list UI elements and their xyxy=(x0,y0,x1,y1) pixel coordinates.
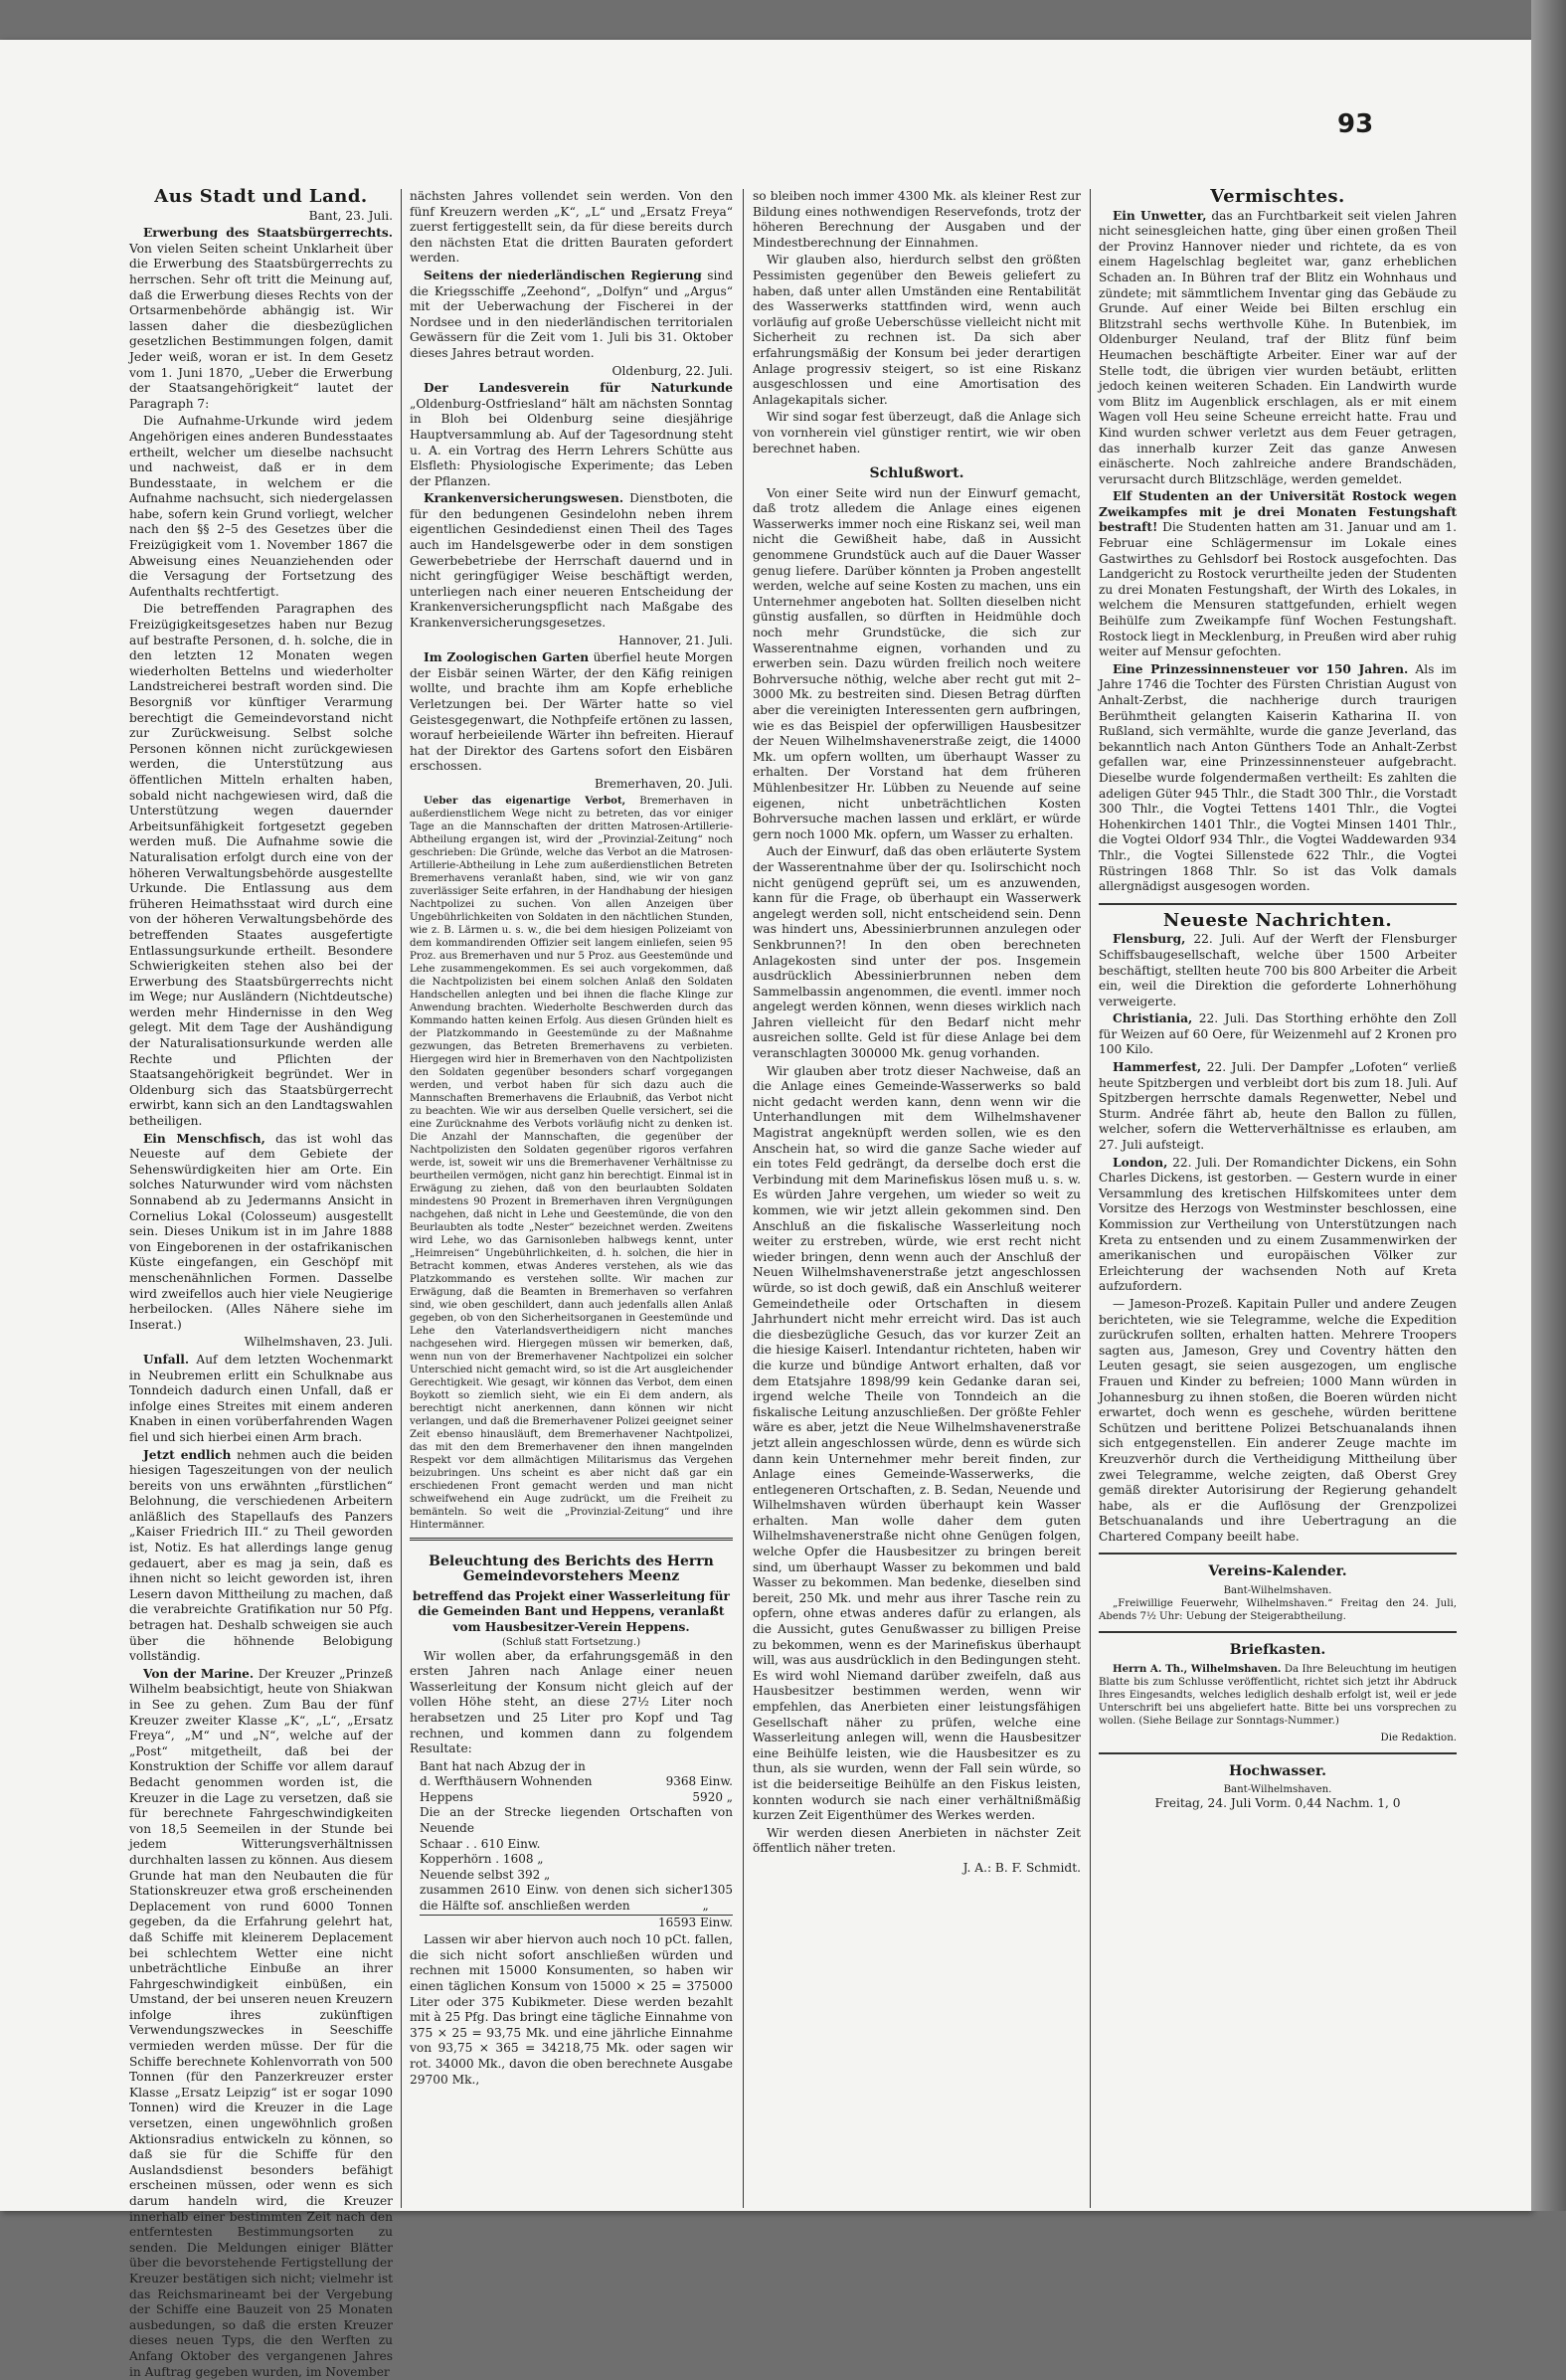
population-table xyxy=(420,1759,733,1931)
article-prinzessinnensteuer: Eine Prinzessinnensteuer vor 150 Jahren. Als im Jahre 1746 die Tochter des Fürsten Christian August von Anhalt-Zerbst, die nachherige durch traurigen Berühmtheit gelangten Kaiserin Katharina II. von Rußland, sich vermählte, wurde die ganze Jeverland, das bekanntlich nach Anton Günthers Tode an Anhalt-Zerbst gefallen war, eine Prinzessinnensteuer aufgebracht. Dieselbe wurde folgendermaßen vertheilt: Es zahlten die adeligen Güter 945 Thlr., die Stadt 300 Thlr., die Vorstadt 300 Thlr., die Vogtei Tettens 1401 Thlr., die Vogtei Hohenkirchen 1401 Thlr., die Vogtei Minsen 1401 Thlr., die Vogtei Oldorf 934 Thlr., die Vogtei Waddewarden 934 Thlr., die Vogtei Sillenstede 622 Thlr., die Vogtei Rüstringen 1868 Thlr. So ist das Volk damals allergnädigst ausgesogen worden. xyxy=(1099,661,1457,894)
section-title-neueste-nachrichten: Neueste Nachrichten. xyxy=(1162,909,1393,931)
column-divider xyxy=(743,189,744,2208)
dateline-bremerhaven: Bremerhaven, 20. Juli. xyxy=(594,776,733,791)
divider xyxy=(1099,1752,1457,1754)
column-4 xyxy=(1099,186,1458,2208)
article-zoologischer-garten: Im Zoologischen Garten überfiel heute Morgen der Eisbär seinen Wärter, der den Käfig reinigen wollte, und brachte ihm am Kopfe erhebliche Verletzungen bei. Der Wärter hatte so viel Geistesgegenwart, die Nothpfeife ertönen zu lassen, worauf herbeieilende Wärter ihn befreiten. Hierauf hat der Direktor des Gartens sofort den Eisbären erschossen. xyxy=(410,650,733,774)
article-paragraph: Wir glauben aber trotz dieser Nachweise, daß an die Anlage eines Gemeinde-Wasserwerks so bald nicht gedacht werden kann, denn wenn wir die Unterhandlungen mit dem Wilhelmshavener Magistrat angeknüpft werden sollen, wie es den Anschein hat, so wird die ganze Sache wieder auf ein totes Feld gedrängt, da derselbe doch erst die Verbindung mit dem Marinefiskus lösen muß u. s. w. Es würden Jahre vergehen, um wieder so weit zu kommen, wie wir jetzt allein gekommen sind. Den Anschluß an die fiskalische Wasserleitung noch weiter zu erstreben, würde, wie erst recht nicht wieder bringen, denn wenn auch der Anschluß der Neuen Wilhelmshavenerstraße jetzt angeschlossen würde, so ist doch gewiß, daß ein Anschluß weiterer Gemeindetheile oder Ortschaften in diesem Jahrhundert nicht mehr erreicht wird. Das ist auch die diesbezügliche Gesuch, das vor kurzer Zeit an die hiesige Kaiserl. Intendantur richteten, haben wir die kurze und bündige Antwort erhalten, daß vor dem Etatsjahre 1898/99 kein Gedanke daran sei, irgend welche Theile von Tonndeich an die fiskalische Leitung anzuschließen. Der größte Fehler wäre es aber, jetzt die Neue Wilhelmshavenerstraße jetzt allein angeschlossen würde, denn es würde sich dann kein Unternehmer mehr bereit finden, zur Anlage eines Gemeinde-Wasserwerks, die entlegeneren Ortschaften, z. B. Sedan, Neuende und Wilhelmshaven würden überhaupt kein Wasser erhalten. Man wolle daher dem guten Wilhelmshavenerstraße nicht ohne Genügen folgen, welche Opfer die Hausbesitzer zu bringen bereit sind, um überhaupt Wasser zu bekommen und bald Wasser zu bekommen. Man bedenke, dieselben sind bereit, 250 Mk. und mehr aus ihrer Tasche rein zu opfern, ohne etwas anderes dafür zu erlangen, als die Aussicht, gutes Genußwasser zu billigen Preise zu bekommen, wenn es der Marinefiskus überhaupt will, was aus ausdrücklich in den Bedingungen steht. Es wird wohl Niemand darüber zweifeln, daß aus Hausbesitzer bestimmen werden, wenn wir empfehlen, das Anerbieten einer leistungsfähigen Gesellschaft näher zu prüfen, welche eine Wasserleitung anlegen will, wenn die Hausbesitzer eine Beihülfe leisten, wie die Hausbesitzer es zu thun, als sie wurden, wenn der Fall sein würde, so ist die beiderseitige Beihülfe an den Fiskus leisten, konnten wodurch sie nach einer verhältnißmäßig kurzen Zeit Eigenthümer des Werkes werden. xyxy=(753,1063,1081,1823)
divider xyxy=(1099,1631,1457,1633)
signature: J. A.: B. F. Schmidt. xyxy=(962,1860,1081,1875)
article-landesverein: Der Landesverein für Naturkunde „Oldenburg-Ostfriesland“ hält am nächsten Sonntag in Bloh bei Oldenburg seine diesjährige Hauptversammlung ab. Auf der Tagesordnung steht u. A. ein Vortrag des Herrn Lehrers Schütte aus Elsfleth: Physiologische Experimente; das Leben der Pflanzen. xyxy=(410,381,733,488)
table-row: 16593 Einw. xyxy=(420,1915,733,1931)
section-schlusswort: Schlußwort. xyxy=(869,465,964,482)
article-paragraph: so bleiben noch immer 4300 Mk. als kleiner Rest zur Bildung eines nothwendigen Reservefonds, trotz der höheren Berechnung der Ausgaben und der Mindestberechnung der Einnahmen. xyxy=(753,189,1081,250)
article-jetzt-endlich: Jetzt endlich nehmen auch die beiden hiesigen Tageszeitungen von der neulich bereits von uns erwähnten „fürstlichen“ Belohnung, die verschiedenen Arbeitern anläßlich des Stapellaufs des Panzers „Kaiser Friedrich III.“ zu Theil geworden ist, Notiz. Es hat allerdings lange genug gedauert, aber es mag ja sein, daß es ihnen nicht so leicht geworden ist, ihren Lesern davon Mittheilung zu machen, daß die verabreichte Gratifikation nur 50 Pfg. betragen hat. Deshalb schweigen sie auch über die höhnende Belobigung vollständig. xyxy=(129,1447,394,1664)
briefkasten-text: Herrn A. Th., Wilhelmshaven. Da Ihre Beleuchtung im heutigen Blatte bis zum Schlusse veröffentlicht, richtet sich jetzt ihr Abdruck Ihres Eingesandts, welches lediglich deshalb erfolgt ist, weil er jede Unterschrift bei uns abgeliefert hatte. Bitte bei uns vorsprechen zu wollen. (Siehe Beilage zur Sonntags-Nummer.) xyxy=(1099,1662,1457,1727)
article-paragraph: Die betreffenden Paragraphen des Freizügigkeitsgesetzes haben nur Bezug auf bestrafte Personen, d. h. solche, die in den letzten 12 Monaten wegen wiederholten Bettelns und wiederholter Landstreicherei bestraft worden sind. Die Besorgniß vor künftiger Verarmung berechtigt die Gemeindevorstand nicht zur Zurückweisung. Selbst solche Personen können nicht zurückgewiesen werden, die Unterstützung aus öffentlichen Mitteln erhalten haben, sobald nicht nachgewiesen wird, daß die Unterstützung wegen dauernder Arbeitsunfähigkeit fortgesetzt gegeben werden muß. Die Aufnahme sowie die Naturalisation erfolgt durch eine von der höheren Verwaltungsbehörde ausgestellte Urkunde. Die Entlassung aus dem früheren Heimathsstaat wird durch eine von der höheren Verwaltungsbehörde des betreffenden Staates ausgefertigte Entlassungsurkunde ertheilt. Besondere Schwierigkeiten stehen also bei der Erwerbung des Staatsbürgerrechts nicht im Wege; nur Ausländern (Nichtdeutsche) werden mehr Hindernisse in den Weg gelegt. Mit dem Tage der Aushändigung der Naturalisationsurkunde werden alle Rechte und Pflichten der Staatsangehörigkeit begründet. Wer in Oldenburg sich das Staatsbürgerrecht erwirbt, kann sich an den Landtagswahlen betheiligen. xyxy=(129,602,393,1129)
table-row: Kopperhörn . 1608 „ xyxy=(420,1852,544,1867)
divider xyxy=(1099,1553,1457,1555)
article-paragraph: Wir sind sogar fest überzeugt, daß die Anlage sich von vornherein viel günstiger rentirt, wie wir oben berechnet haben. xyxy=(753,410,1081,456)
section-title-aus-stadt-und-land: Aus Stadt und Land. xyxy=(154,186,368,207)
article-marine-continued: nächsten Jahres vollendet sein werden. Von den fünf Kreuzern werden „K“, „L“ und „Ersatz Freya“ zuerst fertiggestellt sein, da für diese bereits durch den nächsten Etat die dritten Bauraten gefordert werden. xyxy=(410,189,733,266)
news-flensburg: Flensburg, 22. Juli. Auf der Werft der Flensburger Schiffsbaugesellschaft, welche über 1500 Arbeiter beschäftigt, stellten heute 700 bis 800 Arbeiter die Arbeit ein, weil die Direktion die geforderte Lohnerhöhung verweigerte. xyxy=(1099,932,1457,1008)
article-paragraph: Wir glauben also, hierdurch selbst den größten Pessimisten gegenüber den Beweis geliefert zu haben, daß unter allen Umständen eine Rentabilität des Wasserwerks stattfinden wird, wenn auch vorläufig auf große Ueberschüsse vielleicht nicht mit Sicherheit zu rechnen ist. Da sich aber erfahrungsmäßig der Konsum bei jeder derartigen Anlage progressiv steigert, so ist eine Riskanz ausgeschlossen und eine Amortisation des Anlagekapitals sicher. xyxy=(753,253,1081,407)
feature-note: (Schluß statt Fortsetzung.) xyxy=(501,1636,641,1648)
table-row: Die an der Strecke liegenden Ortschaften von Neuende xyxy=(420,1805,733,1836)
article-paragraph: Die Aufnahme-Urkunde wird jedem Angehörigen eines anderen Bundesstaates ertheilt, welcher um dieselbe nachsucht und nachweist, daß er in dem Bundesstaate, in welchem er die Aufnahme nachsucht, sich niedergelassen habe, sofern kein Grund vorliegt, welcher nach den §§ 2–5 des Gesetzes über die Freizügigkeit vom 1. November 1867 die Abweisung eines Neuanziehenden oder die Versagung der Fortsetzung des Aufenthalts rechtfertigt. xyxy=(129,414,393,599)
news-jameson: — Jameson-Prozeß. Kapitain Puller und andere Zeugen berichteten, wie sie Telegramme, welche die Expedition zurückrufen sollten, erhalten hatten. Mehrere Troopers sagten aus, Jameson, Grey und Coventry hätten den Leuten gesagt, sie seien ausgezogen, um englische Frauen und Kinder zu befreien; 1000 Mann würden in Johannesburg zu ihnen stoßen, die Boeren würden nicht erwartet, doch wenn es geschehe, würden berittene Schützen und berittene Polizei Betschuanalands ihnen sich entgegenstellen. Ein anderer Zeuge machte im Kreuzverhör durch die Vertheidigung Mittheilung über zwei Telegramme, welche zeigten, daß Oberst Grey gemäß direkter Autorisirung der Regierung gehandelt habe, als er die Auflösung der Grenzpolizei Betschuanalands und ihre Uebertragung an die Chartered Company beeilt habe. xyxy=(1099,1296,1457,1544)
article-studenten: Elf Studenten an der Universität Rostock wegen Zweikampfes mit je drei Monaten Festungshaft bestraft! Die Studenten hatten am 31. Januar und am 1. Februar eine Schlägermensur im Lokale eines Gastwirthes zu Gehlsdorf bei Rostock ausgefochten. Das Landgericht zu Rostock verurtheilte jeden der Studenten zu drei Monaten Festungshaft, der Wirth des Lokales, in welchem die Mensuren stattgefunden, erhielt wegen Beihülfe zum Zweikampfe fünf Wochen Festungshaft. Rostock liegt in Mecklenburg, in Preußen wird aber ruhig weiter auf Mensur gefochten. xyxy=(1099,489,1457,659)
hochwasser-text: Freitag, 24. Juli Vorm. 0,44 Nachm. 1, 0 xyxy=(1154,1796,1401,1811)
column-3 xyxy=(753,189,1081,2208)
divider xyxy=(1099,903,1457,905)
news-london: London, 22. Juli. Der Romandichter Dickens, ein Sohn Charles Dickens, ist gestorben. — Gestern wurde in einer Versammlung des kretischen Hilfskomitees unter dem Vorsitze des Herzogs von Westminster beschlossen, eine Kommission zur Vertheilung von Unterstützungen nach Kreta zu entsenden und zu einem Zusammenwirken der amerikanischen und europäischen Völker zur Erleichterung der wachsenden Noth auf Kreta aufzufordern. xyxy=(1099,1155,1458,1294)
article-paragraph: Auch der Einwurf, daß das oben erläuterte System der Wasserentnahme über der qu. Isolirschicht noch nicht genügend geprüft sei, um es anzuwenden, kann für die Frage, ob überhaupt ein Wasserwerk angelegt werden soll, nicht entscheidend sein. Denn was hindert uns, Abessinierbrunnen anzulegen oder Senkbrunnen?! In den oben berechneten Anlagekosten sind unter der pos. Insgemein ausdrücklich Abessinierbrunnen neben dem Sammelbassin angenommen, die eventl. immer noch angelegt werden können, wenn dieses wirklich nach Jahren vielleicht für den Bedarf nicht mehr ausreichen sollte. Geld ist für diese Anlage bei dem veranschlagten 300000 Mk. genug vorhanden. xyxy=(753,844,1081,1061)
article-niederlaendische-regierung: Seitens der niederländischen Regierung sind die Kriegsschiffe „Zeehond“, „Dolfyn“ und „Argus“ mit der Ueberwachung der Fischerei in der Nordsee und in den niederländischen territorialen Gewässern für die Zeit vom 1. Juli bis 31. Oktober dieses Jahres betraut worden. xyxy=(410,268,733,360)
column-1 xyxy=(129,186,394,2379)
article-marine: Von der Marine. Der Kreuzer „Prinzeß Wilhelm beabsichtigt, heute von Shiakwan in See zu gehen. Zum Bau der fünf Kreuzer zweiter Klasse „K“, „L“, „Ersatz Freya“, „M“ und „N“, welche auf der „Post“ mitgetheilt, daß bei der Konstruktion der Schiffe vor allem darauf Bedacht genommen worden ist, die Kreuzer in die Lage zu versetzen, daß sie für berechnete Fahrgeschwindigkeiten von 18,5 Seemeilen in der Stunde bei jedem Witterungsverhältnissen durchhalten lassen zu können. Aus diesem Grunde hat man den Neubauten die für Stationskreuzer etwa groß erscheinenden Deplacement von rund 6000 Tonnen gegeben, da die Erfahrung gelehrt hat, daß Schiffe mit kleinerem Deplacement bei schlechtem Wetter eine nicht unbeträchtliche Einbuße an ihrer Fahrgeschwindigkeit einbüßen, ein Umstand, der bei unseren neuen Kreuzern infolge ihres zukünftigen Verwendungszweckes in Seeschiffe vermieden werden müsse. Der für die Schiffe berechnete Kohlenvorrath von 500 Tonnen (für den Panzerkreuzer erster Klasse „Ersatz Leipzig“ ist er sogar 1090 Tonnen) wird die Kreuzer in die Lage versetzen, einen ungewöhnlich großen Aktionsradius entwickeln zu können, so daß sie für die Schiffe für den Auslandsdienst besonders befähigt erscheinen müssen, oder wenn es sich darum handeln wird, die Kreuzer innerhalb einer bestimmten Zeit nach den entferntesten Bestimmungsorten zu senden. Die Meldungen einiger Blätter über die bevorstehende Fertigstellung der Kreuzer bestätigen sich nicht; vielmehr ist das Reichsmarineamt bei der Vergebung der Schiffe eine Bauzeit von 25 Monaten ausbedungen, so daß die ersten Kreuzer dieses neuen Typs, die den Werften zu Anfang Oktober des vergangenen Jahres in Auftrag gegeben wurden, im November xyxy=(129,1666,393,2379)
table-row: Schaar . . 610 Einw. xyxy=(420,1836,541,1851)
vereins-kalender-sub: Bant-Wilhelmshaven. xyxy=(1223,1585,1332,1597)
hochwasser-sub: Bant-Wilhelmshaven. xyxy=(1223,1784,1332,1796)
section-hochwasser: Hochwasser. xyxy=(1228,1762,1327,1779)
feature-subtitle: betreffend das Projekt einer Wasserleitung für die Gemeinden Bant und Heppens, veranlaßt vom Hausbesitzer-Verein Heppens. xyxy=(413,1588,730,1634)
article-paragraph: Wir wollen aber, da erfahrungsgemäß in den ersten Jahren nach Anlage einer neuen Wasserleitung der Konsum nicht gleich auf der vollen Höhe steht, an diese 27½ Liter noch herabsetzen und 25 Liter pro Kopf und Tag rechnen, und kommen dann zu folgendem Resultate: xyxy=(410,1648,733,1756)
feature-box-wasserleitung xyxy=(410,1538,733,1649)
dateline-hannover: Hannover, 21. Juli. xyxy=(618,633,733,647)
vereins-kalender-text: „Freiwillige Feuerwehr, Wilhelmshaven.“ Freitag den 24. Juli, Abends 7½ Uhr: Uebung der Steigerabtheilung. xyxy=(1099,1598,1457,1623)
article-staatsbuergerrecht: Erwerbung des Staatsbürgerrechts. Von vielen Seiten scheint Unklarheit über die Erwerbung des Staatsbürgerrechts zu herrschen. Sehr oft tritt die Meinung auf, daß die Erwerbung dieses Rechts von der Ortsarmenbehörde abhängig ist. Wir lassen daher die diesbezüglichen gesetzlichen Bestimmungen folgen, damit Jeder weiß, woran er ist. In dem Gesetz vom 1. Juni 1870, „Ueber die Erwerbung der Staatsangehörigkeit“ lautet der Paragraph 7: xyxy=(129,226,393,411)
table-row: Heppens 5920 „ xyxy=(420,1789,733,1804)
dateline-wilhelmshaven: Wilhelmshaven, 23. Juli. xyxy=(244,1335,393,1350)
briefkasten-signature: Die Redaktion. xyxy=(1380,1732,1457,1743)
page-number: 93 xyxy=(1337,109,1374,139)
column-2 xyxy=(410,189,733,2208)
section-briefkasten: Briefkasten. xyxy=(1229,1642,1326,1659)
article-unfall: Unfall. Auf dem letzten Wochenmarkt in Neubremen erlitt ein Schulknabe aus Tonndeich dadurch einen Unfall, daß er infolge eines Streites mit einem anderen Knaben in einen vorüberfahrenden Wagen fiel und sich hierbei einen Arm brach. xyxy=(129,1352,394,1444)
article-krankenversicherung: Krankenversicherungswesen. Dienstboten, die für den bedungenen Gesindelohn neben ihrem eigentlichen Gesindedienst einen Theil des Tages auch im Handelsgewerbe oder in dem sonstigen Gewerbebetriebe der Herrschaft dauernd und in nicht geringfügiger Weise beschäftigt werden, unterliegen nach einer neueren Entscheidung der Krankenversicherungspflicht nach Maßgabe des Krankenversicherungsgesetzes. xyxy=(410,491,733,631)
section-title-vermischtes: Vermischtes. xyxy=(1210,186,1345,207)
table-row: Neuende selbst 392 „ xyxy=(420,1867,551,1882)
section-vereins-kalender: Vereins-Kalender. xyxy=(1208,1563,1347,1580)
news-hammerfest: Hammerfest, 22. Juli. Der Dampfer „Lofoten“ verließ heute Spitzbergen und verbleibt dort bis zum 18. Juli. Auf Spitzbergen herrschte damals Regenwetter, Nebel und Sturm. Andrée fährt ab, heute den Ballon zu füllen, welcher, sofern die Wetterverhältnisse es erlauben, am 27. Juli aufsteigt. xyxy=(1099,1060,1457,1153)
article-menschfisch: Ein Menschfisch, das ist wohl das Neueste auf dem Gebiete der Sehenswürdigkeiten hier am Orte. Ein solches Naturwunder wird vom nächsten Sonnabend ab zu Jedermanns Ansicht in Cornelius Lokal (Colosseum) ausgestellt sein. Dieses Unikum ist in im Jahre 1888 von Eingeborenen in der ostafrikanischen Küste eingefangen, ein Geschöpf mit menschenähnlichen Formen. Dasselbe wird zweifellos auch hier viele Neugierige herbeilocken. (Alles Nähere siehe im Inserat.) xyxy=(129,1131,393,1332)
dateline-bant: Bant, 23. Juli. xyxy=(308,208,393,223)
news-christiania: Christiania, 22. Juli. Das Storthing erhöhte den Zoll für Weizen auf 60 Oere, für Weizenmehl auf 2 Kronen pro 100 Kilo. xyxy=(1099,1011,1458,1057)
dateline-oldenburg: Oldenburg, 22. Juli. xyxy=(611,363,733,378)
column-divider xyxy=(401,189,402,2208)
table-row: Bant hat nach Abzug der in xyxy=(420,1758,586,1773)
article-verbot: Ueber das eigenartige Verbot, Bremerhaven in außerdienstlichem Wege nicht zu betreten, das vor einiger Tage an die Mannschaften der dritten Matrosen-Artillerie-Abtheilung ergangen ist, wird der „Provinzial-Zeitung“ noch geschrieben: Die Gründe, welche das Verbot an die Matrosen-Artillerie-Abtheilung in Lehe zum außerdienstlichen Betreten Bremerhavens veranlaßt haben, sind, wie wir von ganz zuverlässiger Seite erfahren, in der Handhabung der hiesigen Nachtpolizei zu suchen. Von allen Anzeigen über Ungebührlichkeiten von Soldaten in den nächtlichen Stunden, wie z. B. Lärmen u. s. w., die bei dem hiesigen Polizeiamt von dem kommandirenden Offizier seit langem einliefen, seien 95 Proz. aus Bremerhaven und nur 5 Proz. aus Geestemünde und Lehe zusammengekommen. Es sei auch vorgekommen, daß die Nachtpolizisten bei einem solchen Anlaß den Soldaten Handschellen anlegten und bei ihnen die flache Klinge zur Anwendung brachten. Wiederholte Beschwerden durch das Kommando hatten keinen Erfolg. Aus diesen Gründen hielt es der Platzkommando in Geestemünde zu der Maßnahme gezwungen, das Betreten Bremerhavens zu verbieten. Hiergegen wird hier in Bremerhaven von den Nachtpolizisten den Soldaten gegenüber besonders scharf vorgegangen werden, und verbot haben für sich dazu auch die Mannschaften Bremerhavens die Erlaubniß, das Verbot nicht zu beachten. Wie wir aus derselben Quelle versichert, sei die eine Zurücknahme des Verbots vorläufig nicht zu denken ist. Die Anzahl der Mannschaften, die gegenüber der Nachtpolizisten den Soldaten gegenüber rigoros verfahren werde, ist, soweit wir uns die Bremerhavener Verhältnisse zu beurtheilen vermögen, nicht ganz hin berechtigt. Einmal ist in Erwägung zu ziehen, daß von den beurlaubten Soldaten mindestens 90 Prozent in Bremerhaven ihren Vergnügungen nachgehen, daß nicht in Lehe und Geestemünde, die von den Beurlaubten als todte „Nester“ bezeichnet werden. Zweitens wird Lehe, wo das Garnisonleben halbwegs kennt, unter „Heimreisen“ Ungebührlichkeiten, d. h. solchen, die hier in Betracht kommen, etwas Anderes verstehen, als wie das Platzkommando es verstehen sollte. Wir machen zur Erwägung, daß die Beamten in Bremerhaven so verfahren sind, wie oben geschildert, dann auch jedenfalls allen Anlaß gegeben, ob von den Sicherheitsorganen in Geestemünde und Lehe den Vaterlandsvertheidigern nicht manches nachgesehen wird. Hiergegen müssen wir bemerken, daß, wenn nun von der Bremerhavener Nachtpolizei ein solcher Unterschied nicht gemacht wird, so ist die Art ausgleichender Gerechtigkeit. Wie gesagt, wir können das Verbot, dem einen Boykott so ziemlich sieht, wie ein Ei dem andern, als berechtigt nicht anerkennen, dann können wir nicht verlangen, und daß die Bremerhavener Polizei geeignet seiner Zeit ebenso hinausläuft, dem Bremerhavener Nachtpolizei, das mit den dem Bremerhavener den ihnen mangelnden Respekt vor dem allmächtigen Militarismus das Vergehen beizubringen. Uns scheint es aber nicht daß gar ein erschiedenen Front gemacht werden und man nicht schweifwehend ein Auge zudrückt, um die Freiheit zu bemänteln. So weit die „Provinzial-Zeitung“ und ihre Hintermänner. xyxy=(410,794,733,1531)
article-paragraph: Wir werden diesen Anerbieten in nächster Zeit öffentlich näher treten. xyxy=(753,1825,1081,1856)
article-paragraph: Von einer Seite wird nun der Einwurf gemacht, daß trotz alledem die Anlage eines eigenen Wasserwerks immer noch eine Riskanz sei, weil man nicht die Gewißheit habe, daß in Aussicht genommene Grundstück auch auf die Dauer Wasser genug liefere. Darüber könnten ja Proben angestellt werden, welche auf seine Kosten zu machen, uns ein Unternehmer angeboten hat. Sollten dieselben nicht günstig ausfallen, so dürften in Heidmühle doch noch mehr Grundstücke, die sich zur Wasserentnahme eignen, vorhanden und zu erwerben sein. Dazu würden freilich noch weitere Bohrversuche nöthig, welche aber recht gut mit 2–3000 Mk. zu bestreiten sind. Diesen Betrag dürften aber die vereinigten Interessenten gern aufbringen, wie es das Beispiel der opferwilligen Hausbesitzer der Neuen Wilhelmshavenerstraße zeigt, die 14000 Mk. um opfern wollten, um überhaupt Wasser zu erhalten. Der Vorstand hat dem früheren Mühlenbesitzer Hr. Lübben zu Neuende auf seine eigenen, nicht unbeträchtlichen Kosten Bohrversuche machen lassen und erklärt, er würde gern noch 1000 Mk. opfern, um Wasser zu erhalten. xyxy=(753,485,1081,841)
page-edge xyxy=(1531,0,1566,2211)
feature-title: Beleuchtung des Berichts des Herrn Gemeindevorstehers Meenz xyxy=(429,1553,714,1585)
article-unwetter: Ein Unwetter, das an Furchtbarkeit seit vielen Jahren nicht seinesgleichen hatte, ging über einen großen Theil der Provinz Hannover nieder und richtete, da es von einem Hagelschlag begleitet war, ganz erheblichen Schaden an. In Bühren traf der Blitz ein Wohnhaus und zündete; mit sämmtlichem Inventar ging das Gebäude zu Grunde. Auf einer Weide bei Bilten erschlug ein Blitzstrahl sechs werthvolle Kühe. In Butenbiek, im Oldenburger Neuland, traf der Blitz fünf beim Heumachen beschäftigte Arbeiter. Einer war auf der Stelle todt, die übrigen vier wurden betäubt, erlitten jedoch keinen weiteren Schaden. Ein Landwirth wurde vom Blitz im Augenblick erschlagen, als er mit einem Wagen voll Heu seine Scheune erreicht hatte. Frau und Kind wurden schwer verletzt aus dem Feuer getragen, das innerhalb kurzer Zeit das ganze Anwesen einäscherte. Noch zahlreiche andere Brandschäden, verursacht durch Blitzschläge, werden gemeldet. xyxy=(1099,208,1457,486)
table-row: d. Werfthäusern Wohnenden 9368 Einw. xyxy=(420,1774,733,1789)
article-paragraph: Lassen wir aber hiervon auch noch 10 pCt. fallen, die sich nicht sofort anschließen würden und rechnen mit 15000 Konsumenten, so haben wir einen täglichen Konsum von 15000 × 25 = 375000 Liter oder 375 Kubikmeter. Diese werden bezahlt mit à 25 Pfg. Das bringt eine tägliche Einnahme von 375 × 25 = 93,75 Mk. und eine jährliche Einnahme von 93,75 × 365 = 34218,75 Mk. oder sagen wir rot. 34000 Mk., davon die oben berechnete Ausgabe 29700 Mk., xyxy=(410,1932,733,2087)
column-divider xyxy=(1090,189,1091,2208)
newspaper-page xyxy=(0,40,1531,2379)
table-row: zusammen 2610 Einw. von denen sich sicher die Hälfte sof. anschließen werden 1305 „ xyxy=(420,1883,733,1914)
